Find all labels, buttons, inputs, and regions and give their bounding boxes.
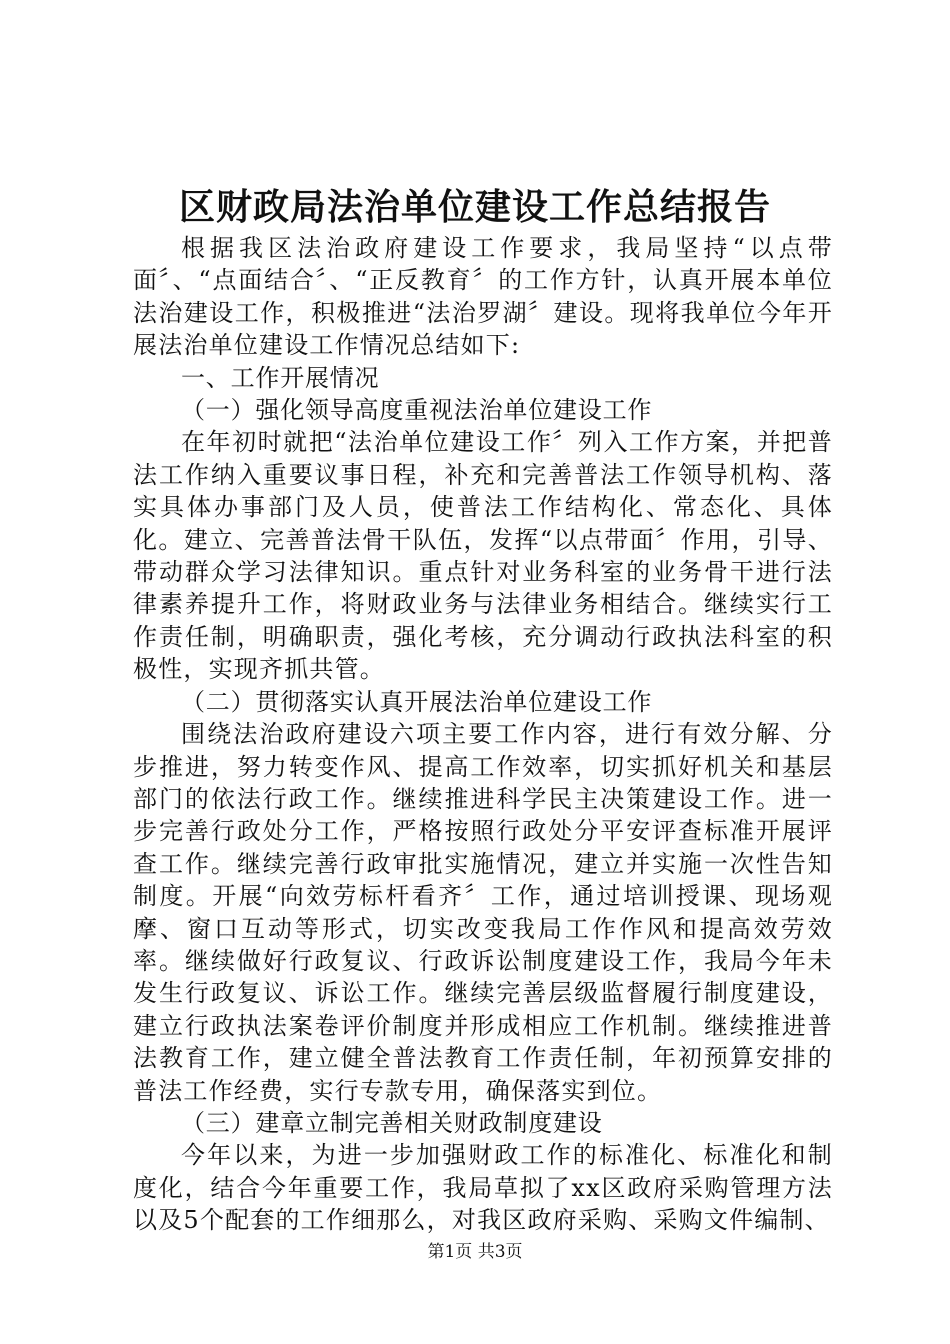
body-paragraph-3: 今年以来，为进一步加强财政工作的标准化、标准化和制度化，结合今年重要工作，我局草拟了xx区政府采购管理方法以及5个配套的工作细那么，对我区政府采购、采购文件编制、 xyxy=(133,1141,833,1235)
subsection-heading-1: （一）强化领导高度重视法治单位建设工作 xyxy=(181,396,653,425)
subsection-heading-3: （三）建章立制完善相关财政制度建设 xyxy=(181,1108,603,1137)
body-paragraph-1: 在年初时就把“法治单位建设工作〞列入工作方案，并把普法工作纳入重要议事日程，补充和完善普法工作领导机构、落实具体办事部门及人员，使普法工作结构化、常态化、具体化。建立、完善普法骨干队伍，发挥“以点带面〞作用，引导、带动群众学习法律知识。重点针对业务科室的业务骨干进行法律素养提升工作，将财政业务与法律业务相结合。继续实行工作责任制，明确职责，强化考核，充分调动行政执法科室的积极性，实现齐抓共管。 xyxy=(133,428,833,684)
document-body xyxy=(133,232,833,1237)
body-paragraph-2: 围绕法治政府建设六项主要工作内容，进行有效分解、分步推进，努力转变作风、提高工作效率，切实抓好机关和基层部门的依法行政工作。继续推进科学民主决策建设工作。进一步完善行政处分工作，严格按照行政处分平安评查标准开展评查工作。继续完善行政审批实施情况，建立并实施一次性告知制度。开展“向效劳标杆看齐〞工作，通过培训授课、现场观摩、窗口互动等形式，切实改变我局工作作风和提高效劳效率。继续做好行政复议、行政诉讼制度建设工作，我局今年未发生行政复议、诉讼工作。继续完善层级监督履行制度建设，建立行政执法案卷评价制度并形成相应工作机制。继续推进普法教育工作，建立健全普法教育工作责任制，年初预算安排的普法工作经费，实行专款专用，确保落实到位。 xyxy=(133,720,833,1105)
section-heading-1: 一、工作开展情况 xyxy=(181,363,380,392)
subsection-heading-2: （二）贯彻落实认真开展法治单位建设工作 xyxy=(181,687,653,716)
document-title: 区财政局法治单位建设工作总结报告 xyxy=(178,186,771,228)
page-number-footer: 第1页 共3页 xyxy=(427,1242,523,1262)
intro-paragraph: 根据我区法治政府建设工作要求，我局坚持“以点带面〞、“点面结合〞、“正反教育〞的工作方针，认真开展本单位法治建设工作，积极推进“法治罗湖〞建设。现将我单位今年开展法治单位建设工作情况总结如下: xyxy=(133,234,833,360)
